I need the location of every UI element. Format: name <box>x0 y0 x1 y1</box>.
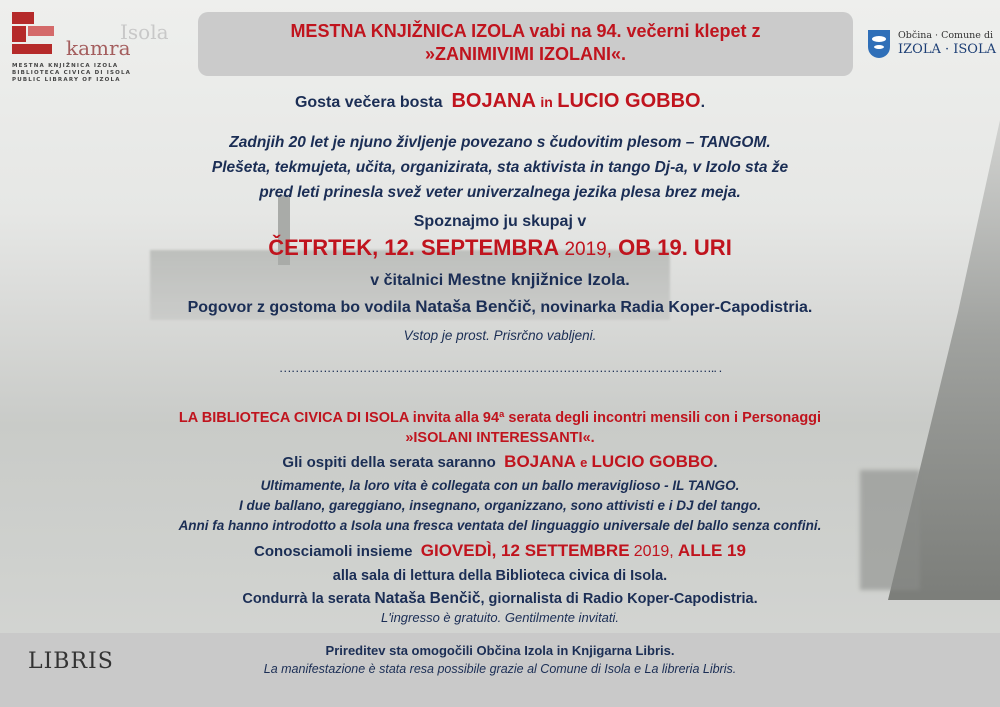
it-entry-note: L'ingresso è gratuito. Gentilmente invitati. <box>380 610 620 625</box>
sl-guests-line: Gosta večera bosta BOJANA in LUCIO GOBBO. <box>294 90 706 112</box>
header-line-1: MESTNA KNJIŽNICA IZOLA vabi na 94. večerni klepet z <box>290 21 761 41</box>
it-guest-name-2: LUCIO GOBBO <box>591 452 714 471</box>
it-header: LA BIBLIOTECA CIVICA DI ISOLA invita alla 94ª serata degli incontri mensili con i Personaggi »ISOLANI INTERESSANTI«. <box>178 410 822 446</box>
sl-venue-line: v čitalnici Mestne knjižnice Izola. <box>370 270 630 289</box>
izola-crest-icon <box>868 30 890 58</box>
sl-entry-note: Vstop je prost. Prisrčno vabljeni. <box>403 328 597 343</box>
it-host-line: Condurrà la serata Nataša Benčič, giornalista di Radio Koper-Capodistria. <box>242 590 758 607</box>
it-guests-line: Gli ospiti della serata saranno BOJANA e LUCIO GOBBO. <box>282 452 718 471</box>
sl-date-line: ČETRTEK, 12. SEPTEMBRA 2019, OB 19. URI <box>268 235 732 260</box>
it-date-line: Conosciamoli insieme GIOVEDÌ, 12 SETTEMBRE 2019, ALLE 19 <box>254 541 746 560</box>
header-banner <box>198 12 853 76</box>
kamra-logo <box>10 8 190 93</box>
it-guest-name-1: BOJANA <box>504 452 576 471</box>
kamra-subtitle: MESTNA KNJIŽNICA IZOLA BIBLIOTECA CIVICA DI ISOLA PUBLIC LIBRARY OF IZOLA <box>12 63 132 83</box>
it-venue-line: alla sala di lettura della Biblioteca civica di Isola. <box>332 568 668 584</box>
footer-line-2: La manifestazione è stata resa possibile grazie al Comune di Isola e La libreria Libris. <box>263 662 737 676</box>
sl-description: Zadnjih 20 let je njuno življenje povezano s čudovitim plesom – TANGOM. Plešeta, tekmujeta, učita, organizirata, sta aktivista in tango Dj-a, v Izolo sta že pred leti prinesla svež veter univerzalnega jezika plesa brez meja. <box>211 134 789 201</box>
footer-line-1: Prireditev sta omogočili Občina Izola in Knjigarna Libris. <box>325 643 675 658</box>
kamra-wordmark: kamra <box>66 36 131 60</box>
header-line-2: »ZANIMIVIMI IZOLANI«. <box>424 44 626 64</box>
izola-municipality-logo <box>868 30 996 66</box>
sl-host-line: Pogovor z gostoma bo vodila Nataša Benčič, novinarka Radia Koper-Capodistria. <box>187 297 813 316</box>
sl-guest-name-2: LUCIO GOBBO <box>557 90 701 112</box>
kamra-ghost-text: Isola <box>120 20 169 44</box>
sl-guest-name-1: BOJANA <box>451 90 536 112</box>
izola-logo-bottom: IZOLA · ISOLA <box>898 42 996 57</box>
section-divider: ……………………………………………………………………………………………….. . <box>278 360 722 375</box>
izola-logo-top: Občina · Comune di <box>898 30 994 41</box>
it-description: Ultimamente, la loro vita è collegata con un ballo meraviglioso - IL TANGO. I due ballano, gareggiano, insegnano, organizzano, sono attivisti e i DJ del tango. Anni fa hanno introdotto a Isola una fresca ventata del linguaggio universale del ballo senza confini. <box>178 478 822 533</box>
sl-meet-line: Spoznajmo ju skupaj v <box>413 213 587 230</box>
kamra-logo-mark <box>12 12 72 56</box>
libris-logo: LIBRIS <box>28 649 114 674</box>
